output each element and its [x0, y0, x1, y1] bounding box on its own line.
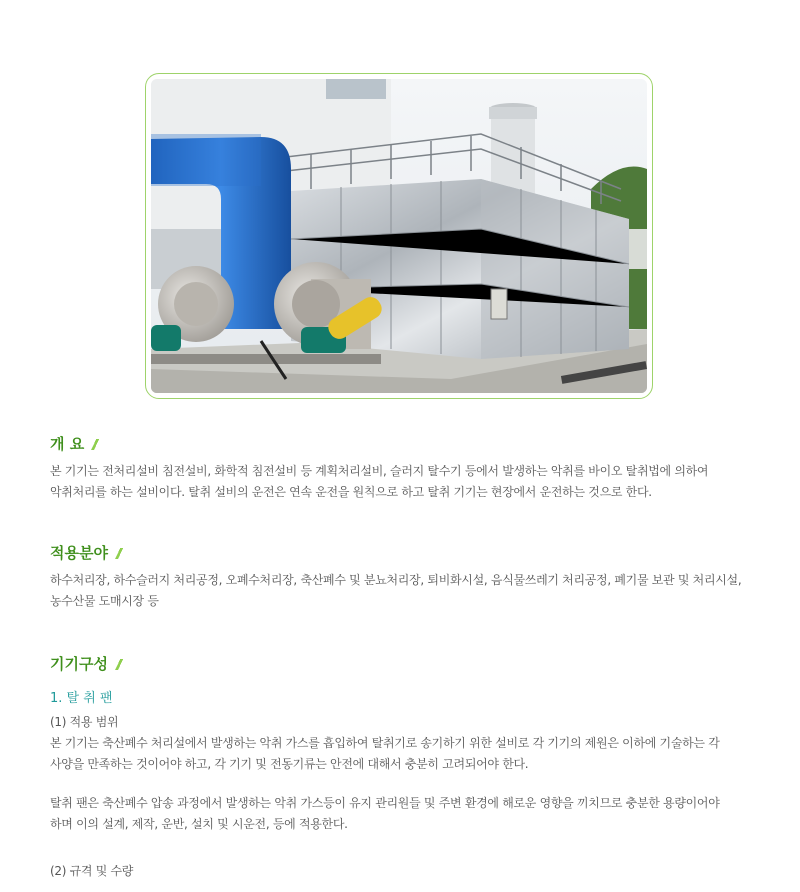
- application-title: 적용분야: [50, 542, 123, 563]
- components-title: 기기구성: [50, 653, 123, 674]
- scope-section: [50, 712, 790, 775]
- scope-label: (1) 적용 범위: [50, 715, 119, 729]
- overview-line: 악취처리를 하는 설비이다. 탈취 설비의 운전은 연속 운전을 원칙으로 하고 탈취 기기는 현장에서 운전하는 것으로 한다.: [50, 485, 652, 499]
- equipment-photo-frame: [145, 73, 653, 399]
- fan-description: [50, 793, 790, 835]
- deodorizing-fan-subtitle: 1. 탈 취 팬: [50, 691, 113, 706]
- deodorizer-equipment-photo: [151, 79, 647, 393]
- title-slash-icon: [115, 548, 123, 559]
- spec-label: (2) 규격 및 수량: [50, 864, 134, 878]
- title-slash-icon: [115, 659, 123, 670]
- fan-description-line: 탈취 팬은 축산폐수 압송 과정에서 발생하는 악취 가스등이 유지 관리원들 및 주변 환경에 해로운 영향을 끼치므로 충분한 용량이어야: [50, 796, 720, 810]
- title-slash-icon: [91, 439, 99, 450]
- scope-line: 사양을 만족하는 것이어야 하고, 각 기기 및 전동기류는 안전에 대해서 충분히 고려되어야 한다.: [50, 757, 529, 771]
- scope-line: 본 기기는 축산폐수 처리설에서 발생하는 악취 가스를 흡입하여 탈취기로 송기하기 위한 설비로 각 기기의 제원은 이하에 기술하는 각: [50, 736, 720, 750]
- overview-title: 개 요: [50, 433, 99, 454]
- fan-description-line: 하며 이의 설계, 제작, 운반, 설치 및 시운전, 등에 적용한다.: [50, 817, 348, 831]
- overview-line: 본 기기는 전처리설비 침전설비, 화학적 침전설비 등 계획처리설비, 슬러지 탈수기 등에서 발생하는 악취를 바이오 탈취법에 의하여: [50, 464, 709, 478]
- application-line: 하수처리장, 하수슬러지 처리공정, 오폐수처리장, 축산폐수 및 분뇨처리장, 퇴비화시설, 음식물쓰레기 처리공정, 폐기물 보관 및 처리시설,: [50, 573, 742, 587]
- overview-text: [50, 461, 790, 503]
- application-line: 농수산물 도매시장 등: [50, 594, 159, 608]
- application-text: [50, 570, 790, 612]
